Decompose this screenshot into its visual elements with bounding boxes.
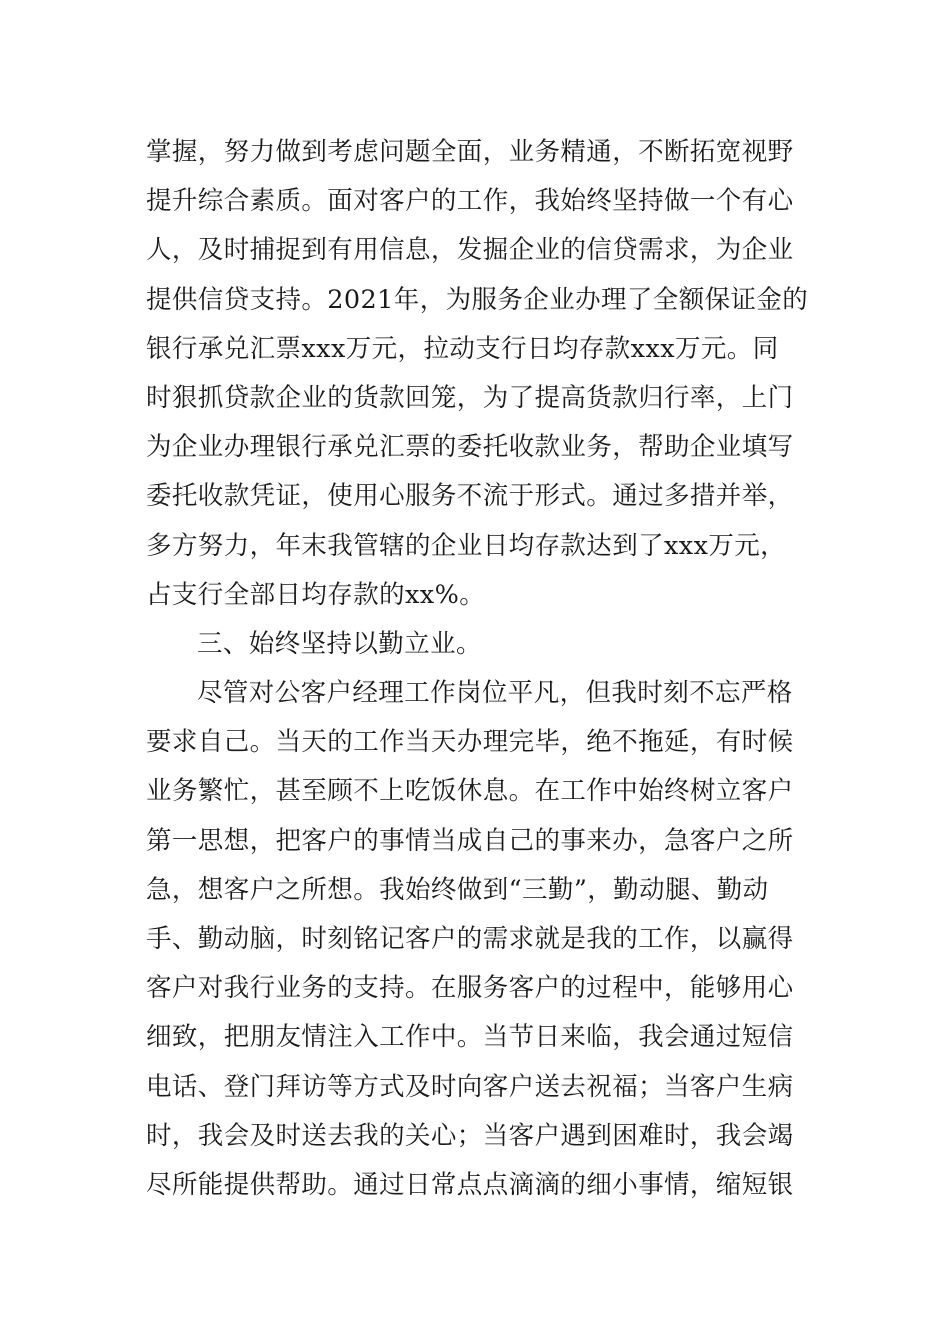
- text-line: 尽所能提供帮助。通过日常点点滴滴的细小事情，缩短银: [146, 1169, 794, 1200]
- text-line: 时狠抓贷款企业的货款回笼，为了提高货款归行率，上门: [146, 382, 794, 413]
- text-line: 时，我会及时送去我的关心；当客户遇到困难时，我会竭: [146, 1120, 794, 1151]
- text-line: 客户对我行业务的支持。在服务客户的过程中，能够用心: [146, 973, 794, 1004]
- text-line: 要求自己。当天的工作当天办理完毕，绝不拖延，有时候: [146, 727, 794, 758]
- text-line: 人，及时捕捉到有用信息，发掘企业的信贷需求，为企业: [146, 235, 794, 266]
- text-line: 电话、登门拜访等方式及时向客户送去祝福；当客户生病: [146, 1071, 794, 1102]
- text-line: 细致，把朋友情注入工作中。当节日来临，我会通过短信: [146, 1022, 794, 1053]
- text-line: 多方努力，年末我管辖的企业日均存款达到了xxx万元，: [146, 530, 787, 561]
- text-line: 委托收款凭证，使用心服务不流于形式。通过多措并举，: [146, 481, 794, 512]
- text-line: 提供信贷支持。2021年，为服务企业办理了全额保证金的: [146, 284, 809, 315]
- text-line: 银行承兑汇票xxx万元，拉动支行日均存款xxx万元。同: [146, 333, 779, 364]
- section-heading: 三、始终坚持以勤立业。: [197, 628, 482, 659]
- text-line: 掌握，努力做到考虑问题全面，业务精通，不断拓宽视野: [146, 137, 794, 167]
- text-line: 占支行全部日均存款的xx%。: [146, 579, 486, 610]
- body-text: [146, 128, 816, 1210]
- text-line: 业务繁忙，甚至顾不上吃饭休息。在工作中始终树立客户: [146, 776, 794, 807]
- text-line: 第一思想，把客户的事情当成自己的事来办，急客户之所: [146, 825, 794, 856]
- paragraph-start: 尽管对公客户经理工作岗位平凡，但我时刻不忘严格: [197, 678, 793, 709]
- text-line: 手、勤动脑，时刻铭记客户的需求就是我的工作，以赢得: [146, 924, 794, 954]
- text-line: 急，想客户之所想。我始终做到“三勤”，勤动腿、勤动: [146, 874, 769, 905]
- text-line: 提升综合素质。面对客户的工作，我始终坚持做一个有心: [146, 186, 794, 217]
- text-line: 为企业办理银行承兑汇票的委托收款业务，帮助企业填写: [146, 432, 794, 463]
